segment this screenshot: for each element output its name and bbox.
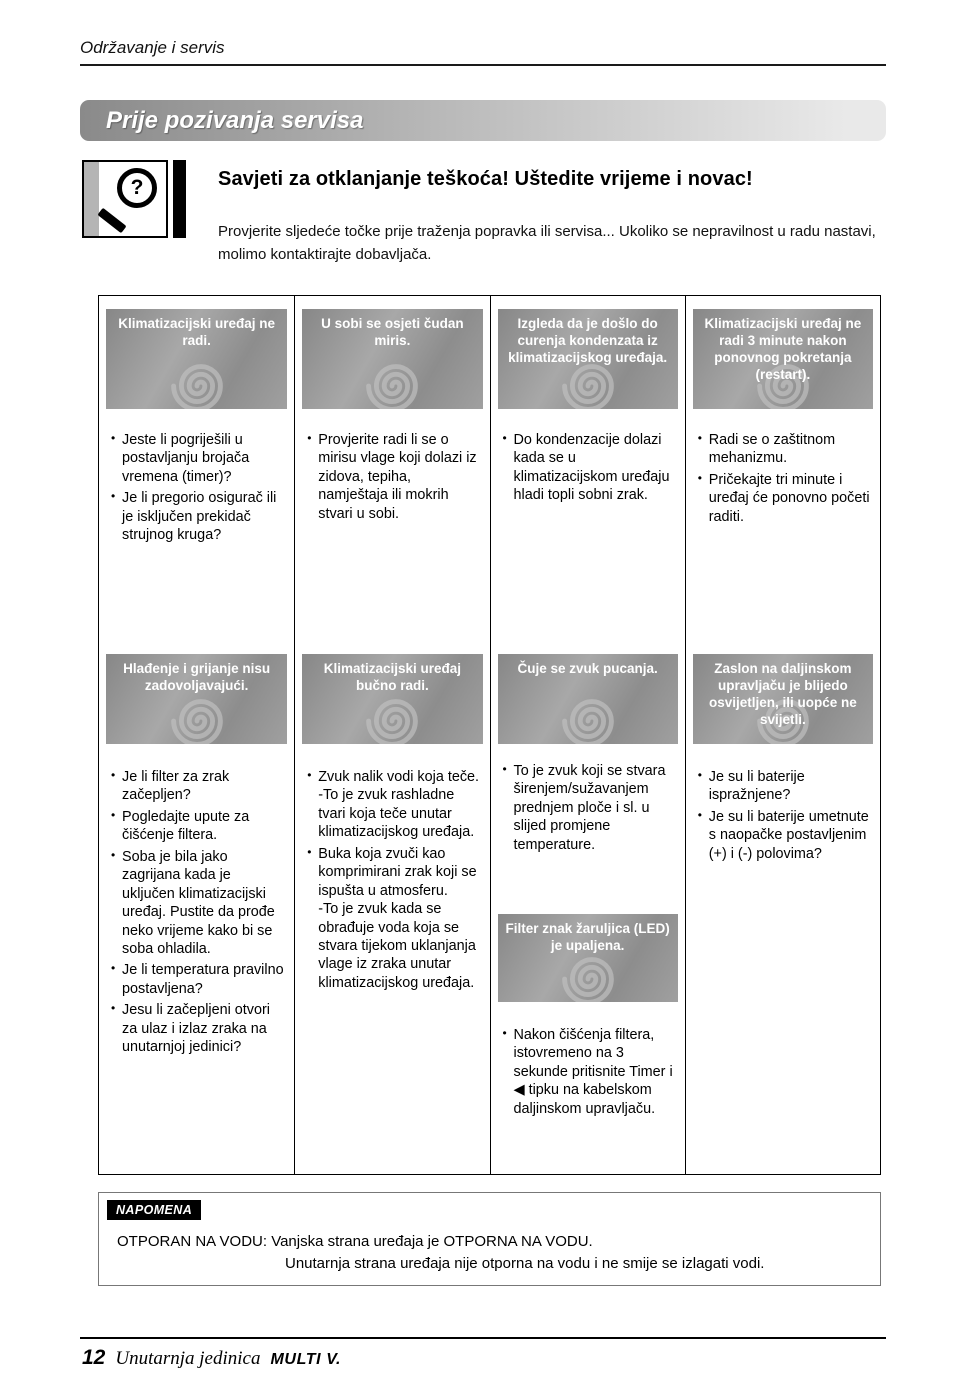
list-item: • Provjerite radi li se o mirisu vlage koji dolazi iz zidova, tepiha, namještaja ili mokrih stvari u sobi. <box>307 431 481 523</box>
brand-logo: MULTI V. <box>270 1351 342 1368</box>
section-header-label: Klimatizacijski uređaj ne radi 3 minute nakon ponovnog pokretanja (restart). <box>704 316 862 382</box>
section-header-label: Izgleda da je došlo do curenja kondenzata iz klimatizacijskog uređaja. <box>508 316 668 365</box>
intro-text: Provjerite sljedeće točke prije traženja popravka ili servisa... Ukoliko se nepravilnost u radu nastavi, molimo kontaktirajte dobavljača. <box>218 223 876 263</box>
section-header-label: U sobi se osjeti čudan miris. <box>321 316 464 348</box>
list-item: • Nakon čišćenja filtera, istovremeno na 3 sekunde pritisnite Timer i ◀ tipku na kabelskom daljinskom upravljaču. <box>503 1026 677 1118</box>
list-item: • Radi se o zaštitnom mehanizmu. <box>698 431 872 468</box>
heading-accent-bar <box>173 160 186 238</box>
list-item: • Je su li baterije ispražnjene? <box>698 768 872 805</box>
section-content <box>295 409 489 654</box>
section-header-label: Filter znak žaruljica (LED) je upaljena. <box>505 921 670 953</box>
chapter-banner-title: Prije pozivanja servisa <box>106 106 364 134</box>
magnifier-handle <box>97 208 126 234</box>
section-header-label: Hlađenje i grijanje nisu zadovoljavajući. <box>123 661 271 693</box>
table-column-4 <box>685 296 880 1174</box>
list-item: • Je li pregorio osigurač ili je isključen prekidač strujnog kruga? <box>111 489 286 544</box>
magnifier-shade <box>84 162 99 236</box>
spiral-watermark-icon <box>549 682 627 744</box>
list-item: • To je zvuk koji se stvara širenjem/sužavanjem prednjem ploče i sl. u slijed promjene temperature. <box>503 762 677 854</box>
table-column-1 <box>99 296 294 1174</box>
section-header <box>693 309 873 409</box>
list-item: • Jeste li pogriješili u postavljanju brojača vremena (timer)? <box>111 431 286 486</box>
chapter-banner <box>80 100 886 141</box>
list-item: • Soba je bila jako zagrijana kada je uključen klimatizacijski uređaj. Pustite da prođe neko vrijeme kako bi se soba ohladila. <box>111 848 286 959</box>
page-number: 12 <box>82 1346 106 1369</box>
section-content <box>491 744 685 894</box>
list-item: • Pogledajte upute za čišćenje filtera. <box>111 808 286 845</box>
magnifier-box <box>82 160 168 238</box>
section-header <box>498 654 678 744</box>
section-header-label: Klimatizacijski uređaj ne radi. <box>118 316 276 348</box>
section-content <box>491 1002 685 1118</box>
section-content <box>686 409 880 654</box>
note-box <box>98 1192 881 1286</box>
section-title: Održavanje i servis <box>80 38 225 57</box>
footer <box>82 1346 341 1370</box>
section-header <box>302 309 482 409</box>
magnifier-lens <box>117 168 157 208</box>
footer-title: Unutarnja jedinica <box>115 1348 261 1369</box>
section-content <box>295 744 489 992</box>
spiral-watermark-icon <box>158 347 236 409</box>
question-mark-glyph: ? <box>130 176 144 199</box>
magnifier-question-icon <box>82 160 186 238</box>
section-header <box>302 654 482 744</box>
section-header <box>498 914 678 1002</box>
note-line-1: OTPORAN NA VODU: Vanjska strana uređaja je OTPORNA NA VODU. <box>117 1233 593 1250</box>
section-header <box>693 654 873 744</box>
tips-heading: Savjeti za otklanjanje teškoća! Uštedite vrijeme i novac! <box>218 168 753 190</box>
section-header-label: Zaslon na daljinskom upravljaču je blijedo osvijetljen, ili uopće ne svijetli. <box>708 661 857 727</box>
section-content <box>99 744 294 1057</box>
list-item: • Je li temperatura pravilno postavljena? <box>111 961 286 998</box>
section-header <box>106 654 287 744</box>
top-divider <box>80 64 886 66</box>
list-item: • Jesu li začepljeni otvori za ulaz i izlaz zraka na unutarnjoj jedinici? <box>111 1001 286 1056</box>
section-header <box>106 309 287 409</box>
note-line-2: Unutarnja strana uređaja nije otporna na vodu i ne smije se izlagati vodi. <box>285 1255 765 1272</box>
list-item: • Buka koja zvuči kao komprimirani zrak koji se ispušta u atmosferu. -To je zvuk kada se obrađuje voda koja se stvara tijekom uklanjanja vlage iz zraka unutar klimatizacijskog uređaja. <box>307 845 481 993</box>
list-item: • Zvuk nalik vodi koja teče. -To je zvuk rashladne tvari koja teče unutar klimatizacijskog uređaja. <box>307 768 481 842</box>
table-column-2 <box>294 296 489 1174</box>
section-content <box>99 409 294 654</box>
section-content <box>686 744 880 863</box>
list-item: • Pričekajte tri minute i uređaj će ponovno početi raditi. <box>698 471 872 526</box>
footer-divider <box>80 1337 886 1339</box>
section-header <box>498 309 678 409</box>
section-content <box>491 409 685 654</box>
troubleshooting-table <box>98 295 881 1175</box>
section-header-label: Klimatizacijski uređaj bučno radi. <box>323 661 462 693</box>
table-column-3 <box>490 296 685 1174</box>
section-header-label: Čuje se zvuk pucanja. <box>517 661 658 676</box>
list-item: • Je li filter za zrak začepljen? <box>111 768 286 805</box>
list-item: • Do kondenzacije dolazi kada se u klimatizacijskom uređaju hladi topli sobni zrak. <box>503 431 677 505</box>
spiral-watermark-icon <box>353 347 431 409</box>
note-badge: NAPOMENA <box>107 1200 201 1220</box>
list-item: • Je su li baterije umetnute s naopačke postavljenim (+) i (-) polovima? <box>698 808 872 863</box>
